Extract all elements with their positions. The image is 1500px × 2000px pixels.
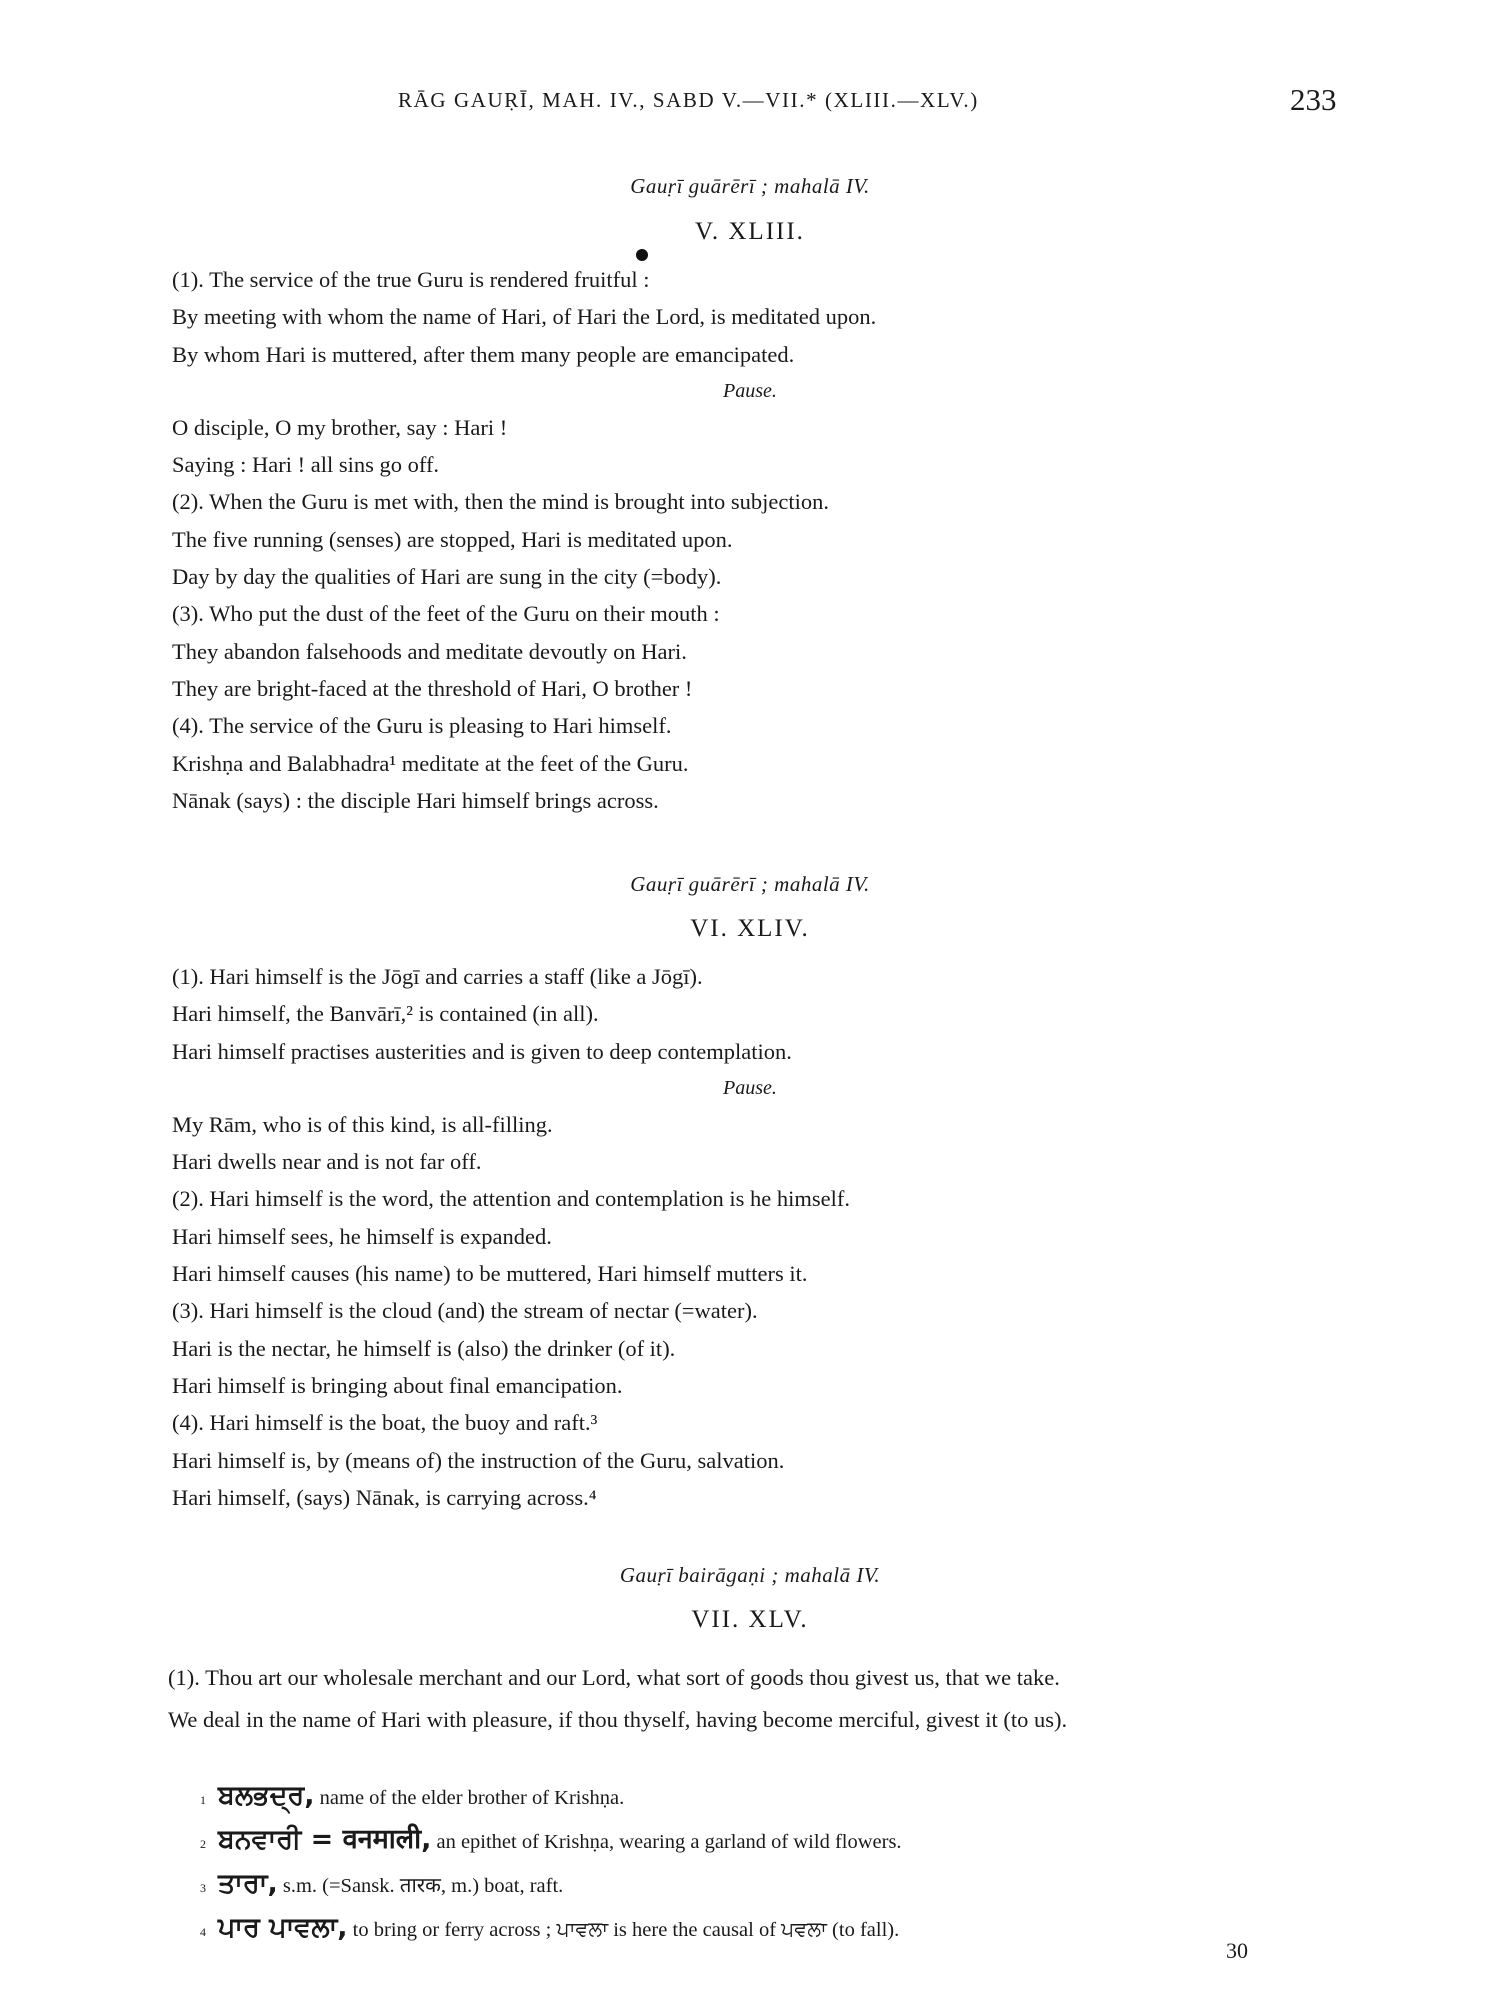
verse-line: (3). Who put the dust of the feet of the Guru on their mouth : xyxy=(172,601,720,627)
verse-line: Hari himself causes (his name) to be muttered, Hari himself mutters it. xyxy=(172,1261,808,1287)
verse-line: By whom Hari is muttered, after them many people are emancipated. xyxy=(172,341,795,367)
verse-line: (4). Hari himself is the boat, the buoy and raft.³ xyxy=(172,1410,598,1436)
pause-label: Pause. xyxy=(723,1076,777,1099)
verse-line: (1). Thou art our wholesale merchant and our Lord, what sort of goods thou givest us, that we take. xyxy=(168,1665,1060,1690)
section-subtitle: Gauṛī bairāgaṇi ; mahalā IV. xyxy=(619,1563,881,1587)
verse-line: Hari himself, (says) Nānak, is carrying across.⁴ xyxy=(172,1484,597,1510)
verse-line: Hari himself practises austerities and is given to deep contemplation. xyxy=(172,1038,792,1064)
footnote-marker: 3 xyxy=(200,1881,206,1895)
section-subtitle: Gauṛī guārērī ; mahalā IV. xyxy=(630,174,870,198)
footnote-term: ਬਨਵਾਰੀ = वनमाली, xyxy=(218,1824,432,1855)
verse-line: They are bright-faced at the threshold of Hari, O brother ! xyxy=(172,675,693,701)
verse-line: Hari is the nectar, he himself is (also) the drinker (of it). xyxy=(172,1335,676,1361)
hymn-section-vii xyxy=(0,1553,1500,1741)
hymn-number: VI. XLIV. xyxy=(690,915,810,942)
hymn-number: VII. XLV. xyxy=(691,1606,809,1633)
footnote-text: name of the elder brother of Krishṇa. xyxy=(314,1787,625,1809)
footnote xyxy=(200,1907,1350,1951)
footnote-term: ਬਲਭਦ੍ਰ, xyxy=(218,1780,315,1811)
verse-line: (1). Hari himself is the Jōgī and carries a staff (like a Jōgī). xyxy=(172,964,703,989)
folio-number: 30 xyxy=(1226,1938,1248,1963)
footnote-term: ਤਾਰਾ, xyxy=(218,1868,278,1899)
hymn-section-vi xyxy=(0,862,1500,1516)
verse-line: (2). When the Guru is met with, then the mind is brought into subjection. xyxy=(172,489,829,515)
verse-line: O disciple, O my brother, say : Hari ! xyxy=(172,414,508,440)
footnote-marker: 4 xyxy=(200,1925,206,1939)
hymn-section-v xyxy=(0,163,1500,819)
verse-line: Hari himself sees, he himself is expanded. xyxy=(172,1223,552,1249)
footnote xyxy=(200,1775,1350,1819)
footnote-term: ਪਾਰ ਪਾਵਲਾ, xyxy=(218,1912,348,1943)
verse-line: (1). The service of the true Guru is rendered fruitful : xyxy=(172,267,650,292)
footnote-marker: 2 xyxy=(200,1837,206,1851)
footnote-text: an epithet of Krishṇa, wearing a garland of wild flowers. xyxy=(431,1831,902,1853)
verse-line: They abandon falsehoods and meditate devoutly on Hari. xyxy=(172,638,687,664)
page-number: 233 xyxy=(1290,82,1337,117)
verse-line: My Rām, who is of this kind, is all-filling. xyxy=(172,1111,553,1137)
footnote-text: to bring or ferry across ; ਪਾਵਲਾ is here the causal of ਪਵਲਾ (to fall). xyxy=(347,1919,900,1941)
verse-line: Hari dwells near and is not far off. xyxy=(172,1149,482,1175)
verse-line: Day by day the qualities of Hari are sung in the city (=body). xyxy=(172,564,722,590)
footnote-text: s.m. (=Sansk. तारक, m.) boat, raft. xyxy=(277,1875,564,1897)
verse-line: Hari himself is bringing about final emancipation. xyxy=(172,1372,623,1398)
verse-line: By meeting with whom the name of Hari, of Hari the Lord, is meditated upon. xyxy=(172,304,877,330)
footnotes xyxy=(200,1775,1350,1951)
verse-line: (4). The service of the Guru is pleasing to Hari himself. xyxy=(172,713,672,739)
footnote-marker: 1 xyxy=(200,1793,206,1807)
verse-line: Saying : Hari ! all sins go off. xyxy=(172,452,440,478)
verse-line: (2). Hari himself is the word, the attention and contemplation is he himself. xyxy=(172,1186,850,1212)
section-subtitle: Gauṛī guārērī ; mahalā IV. xyxy=(630,872,870,896)
verse-line: We deal in the name of Hari with pleasure, if thou thyself, having become merciful, givest it (to us). xyxy=(168,1707,1068,1732)
running-header xyxy=(0,82,1500,122)
running-head: RĀG GAUṚĪ, MAH. IV., SABD V.—VII.* (XLIII.—XLV.) xyxy=(398,88,979,112)
hymn-number: V. XLIII. xyxy=(695,218,805,245)
footnote xyxy=(200,1863,1350,1907)
footnote xyxy=(200,1819,1350,1863)
verse-line: The five running (senses) are stopped, Hari is meditated upon. xyxy=(172,526,733,552)
pause-label: Pause. xyxy=(723,379,777,402)
verse-line: (3). Hari himself is the cloud (and) the stream of nectar (=water). xyxy=(172,1298,758,1324)
verse-line: Hari himself, the Banvārī,² is contained (in all). xyxy=(172,1001,599,1027)
verse-line: Hari himself is, by (means of) the instruction of the Guru, salvation. xyxy=(172,1447,785,1473)
verse-line: Nānak (says) : the disciple Hari himself brings across. xyxy=(172,787,659,813)
verse-line: Krishṇa and Balabhadra¹ meditate at the feet of the Guru. xyxy=(172,750,689,776)
